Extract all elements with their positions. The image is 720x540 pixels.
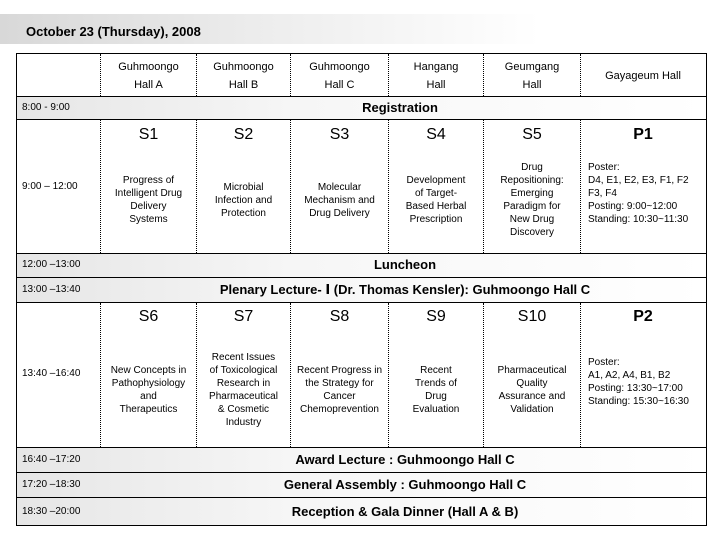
time-slot: 13:40 –16:40 (22, 368, 81, 379)
row-divider (17, 96, 706, 97)
session-topic: Molecular Mechanism and Drug Delivery (304, 181, 375, 219)
row-divider (17, 277, 706, 278)
registration-banner: Registration (362, 100, 438, 115)
time-slot: 16:40 –17:20 (22, 454, 81, 465)
session-topic: Progress of Intelligent Drug Delivery Systems (114, 175, 183, 225)
time-slot: 12:00 –13:00 (22, 259, 81, 270)
hall-header: Guhmoongo Hall B (213, 61, 274, 91)
hall-header: Guhmoongo Hall C (309, 61, 370, 91)
session-topic: Microbial Infection and Protection (214, 181, 273, 219)
session-topic: Drug Repositioning: Emerging Paradigm for New Drug Discovery (500, 162, 564, 238)
row-divider (17, 472, 706, 473)
award-banner: Award Lecture : Guhmoongo Hall C (295, 452, 515, 467)
row-divider (17, 119, 706, 120)
hall-header: Hangang Hall (413, 61, 459, 91)
session-topic: Recent Issues of Toxicological Research in Pharmaceutical & Cosmetic Industry (209, 352, 278, 428)
poster-info: Poster: D4, E1, E2, E3, F1, F2 F3, F4 Posting: 9:00~12:00 Standing: 10:30~11:30 (588, 162, 689, 225)
assembly-banner: General Assembly : Guhmoongo Hall C (283, 477, 527, 492)
session-topic: Development of Target- Based Herbal Prescription (405, 175, 467, 225)
row-divider (17, 447, 706, 448)
row-divider (17, 497, 706, 498)
session-topic: New Concepts in Pathophysiology and Therapeutics (110, 365, 187, 415)
session-topic: Recent Trends of Drug Evaluation (412, 365, 460, 415)
session-code: P2 (633, 308, 653, 325)
session-code: S4 (426, 126, 446, 143)
poster-info: Poster: A1, A2, A4, B1, B2 Posting: 13:30~17:00 Standing: 15:30~16:30 (588, 357, 689, 407)
session-topic: Recent Progress in the Strategy for Cancer Chemoprevention (296, 365, 383, 415)
session-code: S2 (233, 126, 254, 143)
session-code: P1 (633, 126, 653, 143)
luncheon-banner: Luncheon (373, 257, 437, 272)
reception-banner: Reception & Gala Dinner (Hall A & B) (291, 504, 519, 519)
hall-header: Gayageum Hall (605, 70, 681, 82)
session-code: S9 (426, 308, 446, 325)
session-code: S1 (138, 126, 159, 143)
session-code: S8 (329, 308, 350, 325)
time-slot: 17:20 –18:30 (22, 479, 81, 490)
row-divider (17, 253, 706, 254)
plenary-banner: Plenary Lecture- Ⅰ (Dr. Thomas Kensler): Guhmoongo Hall C (219, 282, 591, 297)
session-code: S7 (233, 308, 254, 325)
time-slot: 18:30 –20:00 (22, 506, 81, 517)
hall-header: Geumgang Hall (504, 61, 560, 91)
row-divider (17, 302, 706, 303)
session-code: S3 (329, 126, 350, 143)
session-topic: Pharmaceutical Quality Assurance and Validation (497, 365, 567, 415)
session-code: S5 (522, 126, 542, 143)
time-slot: 8:00 - 9:00 (22, 102, 70, 113)
time-slot: 9:00 – 12:00 (22, 181, 78, 192)
hall-header: Guhmoongo Hall A (118, 61, 179, 91)
time-slot: 13:00 –13:40 (22, 284, 81, 295)
session-code: S6 (138, 308, 159, 325)
session-code: S10 (517, 308, 547, 325)
page-title: October 23 (Thursday), 2008 (26, 24, 201, 39)
